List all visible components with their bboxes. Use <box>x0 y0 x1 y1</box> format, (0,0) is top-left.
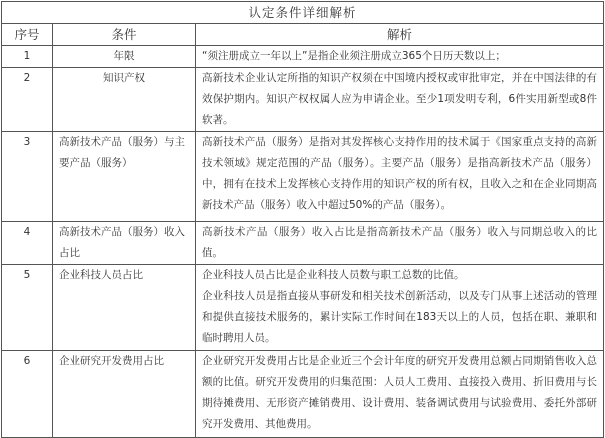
row-condition: 知识产权 <box>53 68 196 132</box>
row-number: 2 <box>2 68 53 132</box>
row-condition: 企业科技人员占比 <box>53 265 196 351</box>
analysis-paragraph: 企业科技人员占比是企业科技人员数与职工总数的比值。 <box>202 269 465 281</box>
row-analysis <box>196 46 604 68</box>
row-number: 1 <box>2 46 53 68</box>
analysis-paragraph: 企业研究开发费用占比是企业近三个会计年度的研究开发费用总额占同期销售收入总额的比值。研究开发费用的归集范围：人员人工费用、直接投入费用、折旧费用与长期待摊费用、无形资产摊销费用、设计费用、装备调试费用与试验费用、委托外部研究开发费用、其他费用。 <box>202 355 597 430</box>
table-row <box>2 46 604 68</box>
table-title: 认定条件详细解析 <box>2 2 604 24</box>
header-no: 序号 <box>2 24 53 46</box>
table-row <box>2 351 604 438</box>
row-number: 5 <box>2 265 53 351</box>
analysis-paragraph: “须注册成立一年以上”是指企业须注册成立365个日历天数以上； <box>202 50 506 62</box>
header-condition: 条件 <box>53 24 196 46</box>
row-condition: 年限 <box>53 46 196 68</box>
analysis-paragraph: 高新技术产品（服务）收入占比是指高新技术产品（服务）收入与同期总收入的比值。 <box>202 226 597 259</box>
table-row <box>2 68 604 132</box>
row-analysis <box>196 132 604 222</box>
header-analysis: 解析 <box>196 24 604 46</box>
analysis-paragraph: 高新技术产品（服务）是指对其发挥核心支持作用的技术属于《国家重点支持的高新技术领域》规定范围的产品（服务）。主要产品（服务）是指高新技术产品（服务）中，拥有在技术上发挥核心支持作用的知识产权的所有权，且收入之和在企业同期高新技术产品（服务）收入中超过50%的产品（服务）。 <box>202 136 597 211</box>
analysis-paragraph: 高新技术企业认定所指的知识产权须在中国境内授权或审批审定，并在中国法律的有效保护期内。知识产权权属人应为申请企业。至少1项发明专利，6件实用新型或8件软著。 <box>202 72 597 126</box>
row-number: 6 <box>2 351 53 438</box>
criteria-table <box>1 1 604 438</box>
row-analysis <box>196 265 604 351</box>
table-row <box>2 222 604 265</box>
row-condition: 企业研究开发费用占比 <box>53 351 196 438</box>
row-number: 3 <box>2 132 53 222</box>
row-analysis <box>196 68 604 132</box>
row-condition: 高新技术产品（服务）收入占比 <box>53 222 196 265</box>
row-condition: 高新技术产品（服务）与主要产品（服务） <box>53 132 196 222</box>
row-number: 4 <box>2 222 53 265</box>
table-row <box>2 265 604 351</box>
table-row <box>2 132 604 222</box>
row-analysis <box>196 351 604 438</box>
analysis-paragraph: 企业科技人员是指直接从事研发和相关技术创新活动，以及专门从事上述活动的管理和提供直接技术服务的，累计实际工作时间在183天以上的人员，包括在职、兼职和临时聘用人员。 <box>202 290 597 344</box>
row-analysis <box>196 222 604 265</box>
